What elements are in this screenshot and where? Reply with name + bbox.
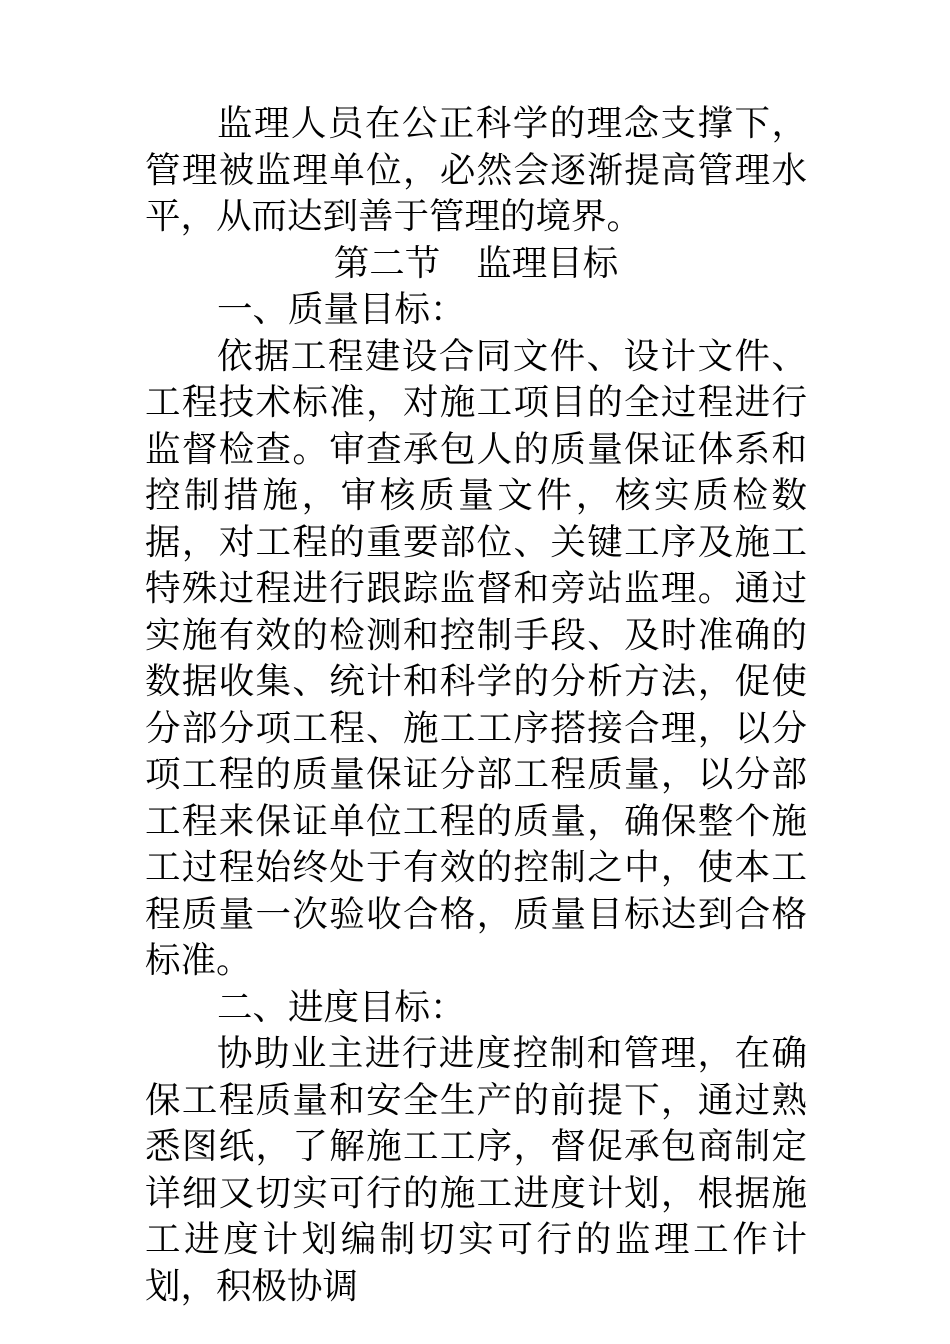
- intro-paragraph: 监理人员在公正科学的理念支撑下，管理被监理单位，必然会逐渐提高管理水平，从而达到善于管理的境界。: [145, 103, 807, 237]
- document-body: [145, 101, 807, 1310]
- section-title-text: 监理目标: [476, 242, 619, 284]
- quality-paragraph: 依据工程建设合同文件、设计文件、工程技术标准，对施工项目的全过程进行监督检查。审查承包人的质量保证体系和控制措施，审核质量文件，核实质检数据，对工程的重要部位、关键工序及施工特殊过程进行跟踪监督和旁站监理。通过实施有效的检测和控制手段、及时准确的数据收集、统计和科学的分析方法，促使分部分项工程、施工工序搭接合理，以分项工程的质量保证分部工程质量，以分部工程来保证单位工程的质量，确保整个施工过程始终处于有效的控制之中，使本工程质量一次验收合格，质量目标达到合格标准。: [145, 335, 807, 981]
- section-number: 第二节: [333, 242, 441, 284]
- section-title: [145, 241, 807, 288]
- schedule-heading: 二、进度目标：: [217, 986, 466, 1028]
- schedule-paragraph: 协助业主进行进度控制和管理，在确保工程质量和安全生产的前提下，通过熟悉图纸，了解施工工序，督促承包商制定详细又切实可行的施工进度计划，根据施工进度计划编制切实可行的监理工作计划，积极协调: [145, 1033, 807, 1307]
- quality-heading: 一、质量目标：: [217, 289, 466, 330]
